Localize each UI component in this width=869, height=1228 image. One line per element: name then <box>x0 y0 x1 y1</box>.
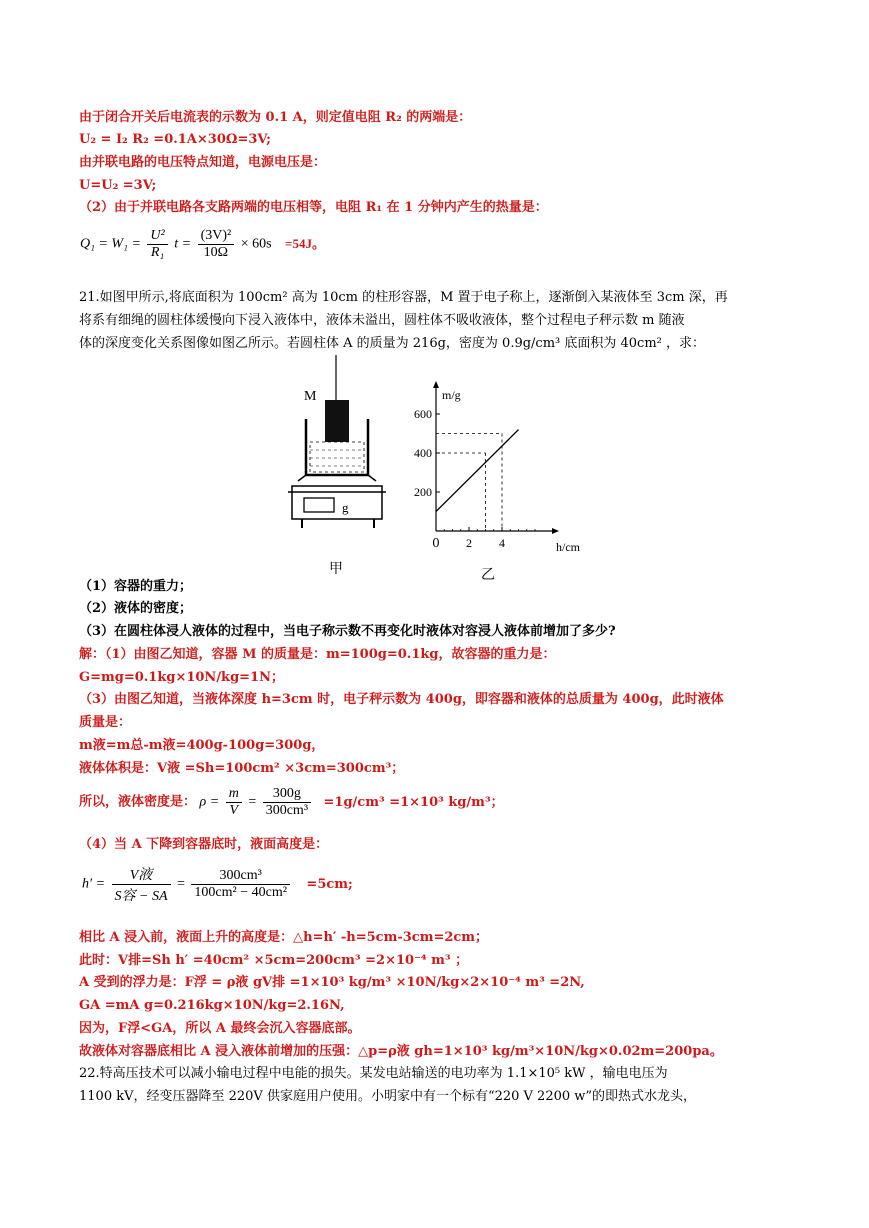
fraction-300g-over-300cm3: $\frac{300g}{\text{300cm³}}$ <box>263 786 311 819</box>
fraction-m-over-v: $\frac{m}{V}$ <box>226 786 242 819</box>
fraction-300cm3-over-area-diff: $\frac{\text{300cm³}}{\text{100cm² − 40cm²}}$ <box>191 868 290 901</box>
x-axis-arrow <box>552 528 559 534</box>
x-tick-label: 2 <box>466 536 472 550</box>
solution-line-u: U=U₂ =3V; <box>79 178 157 193</box>
container-diagram <box>288 355 386 577</box>
label-g: g <box>342 500 349 515</box>
fraction-v-over-s-diff: $\frac{\text{V液}}{\text{S容 − SA}}$ <box>112 864 171 905</box>
formula-height: h′ = $\frac{\text{V液}}{\text{S容 − SA}}$ = $\frac{\text{300cm³}}{\text{100cm² − 40cm²}}$ =5cm; <box>82 864 353 905</box>
formula-density: 所以，液体密度是： ρ = $\frac{m}{V}$ = $\frac{300g}{\text{300cm³}}$ =1g/cm³ =1×10³ kg/m³； <box>79 786 504 818</box>
formula-heat: Q₁ = W₁ = $\frac{\text{U²}}{\text{R₁}}$ t = $\frac{\text{(3V)²}}{10\Omega}$ × 60s =54J。 <box>80 228 325 260</box>
question-22-line2: 1100 kV，经变压器降至 220V 供家庭用户使用。小明家中有一个标有“220 V 2200 w”的即热式水龙头， <box>79 1089 697 1104</box>
mass-depth-graph <box>414 381 581 580</box>
answer-line-8: （4）当 A 下降到容器底时，液面高度是： <box>79 837 329 852</box>
question-21-line2: 将系有细绳的圆柱体缓慢向下浸入液体中，液体未溢出，圆柱体不吸收液体，整个过程电子秤示数 m 随液 <box>79 313 685 328</box>
answer-line-4: 质量是： <box>79 715 132 730</box>
sub-question-3: （3）在圆柱体浸人液体的过程中，当电子称示数不再变化时液体对容浸人液体前增加了多少? <box>79 624 616 639</box>
formula-heat-left: Q₁ = W₁ = <box>80 236 141 252</box>
fraction-3v-squared-over-10ohm: $\frac{\text{(3V)²}}{10\Omega}$ <box>198 228 235 261</box>
liquid <box>310 442 364 472</box>
origin-label: 0 <box>432 536 440 550</box>
answer-line-6: 液体体积是：V液 =Sh=100cm² ×3cm=300cm³； <box>79 761 405 776</box>
fraction-u-squared-over-r: $\frac{\text{U²}}{\text{R₁}}$ <box>147 228 167 261</box>
formula-density-result: =1g/cm³ =1×10³ kg/m³； <box>323 794 504 810</box>
figure-container <box>270 355 610 584</box>
formula-heat-result: =54J。 <box>285 235 325 251</box>
caption-jia: 甲 <box>329 561 343 577</box>
formula-height-result: =5cm; <box>306 876 353 892</box>
series-line <box>436 430 519 512</box>
cylinder-a <box>325 400 349 442</box>
y-axis-arrow <box>433 381 439 388</box>
y-axis-label: m/g <box>442 388 461 402</box>
figure-svg <box>270 355 610 580</box>
question-21-line3: 体的深度变化关系图像如图乙所示。若圆柱体 A 的质量为 216g，密度为 0.9g/cm³ 底面积为 40cm² ，求： <box>79 336 706 351</box>
question-21-line1: 21.如图甲所示,将底面积为 100cm² 高为 10cm 的柱形容器，M 置于电子称上，逐渐倒入某液体至 3cm 深，再 <box>79 290 728 305</box>
answer-line-1: 解：（1）由图乙知道，容器 M 的质量是：m=100g=0.1kg，故容器的重力是： <box>79 647 556 662</box>
answer-line-3: （3）由图乙知道，当液体深度 h=3cm 时，电子秤示数为 400g，即容器和液体的总质量为 400g，此时液体 <box>79 692 724 707</box>
answer-line-11: A 受到的浮力是：F浮 = ρ液 gV排 =1×10³ kg/m³ ×10N/kg×2×10⁻⁴ m³ =2N, <box>79 975 585 990</box>
answer-line-14: 故液体对容器底相比 A 浸入液体前增加的压强：△p=ρ液 gh=1×10³ kg/m³×10N/kg×0.02m=200pa。 <box>79 1044 723 1059</box>
solution-line-heat: （2）由于并联电路各支路两端的电压相等，电阻 R₁ 在 1 分钟内产生的热量是： <box>79 200 548 215</box>
scale-display <box>304 498 334 512</box>
x-tick-label: 4 <box>499 536 505 550</box>
label-m: M <box>304 389 317 404</box>
answer-line-10: 此时：V排=Sh h′ =40cm² ×5cm=200cm³ =2×10⁻⁴ m³ ； <box>79 953 469 968</box>
sub-question-1: （1）容器的重力； <box>79 579 193 594</box>
caption-yi: 乙 <box>481 567 495 580</box>
electronic-scale <box>292 486 382 519</box>
solution-line-r2-current: 由于闭合开关后电流表的示数为 0.1 A，则定值电阻 R₂ 的两端是： <box>79 110 472 125</box>
answer-line-9: 相比 A 浸入前，液面上升的高度是：△h=h′ -h=5cm-3cm=2cm； <box>79 930 489 945</box>
y-tick-label: 400 <box>414 446 432 460</box>
solution-line-u2: U₂ = I₂ R₂ =0.1A×30Ω=3V; <box>79 132 271 147</box>
answer-line-5: m液=m总-m液=400g-100g=300g， <box>79 738 325 753</box>
sub-question-2: （2）液体的密度； <box>79 601 193 616</box>
x-axis-label: h/cm <box>556 540 580 554</box>
answer-line-13: 因为，F浮<GA，所以 A 最终会沉入容器底部。 <box>79 1021 361 1036</box>
y-tick-label: 600 <box>414 407 432 421</box>
answer-line-12: GA =mA g=0.216kg×10N/kg=2.16N, <box>79 998 345 1013</box>
y-tick-label: 200 <box>414 485 432 499</box>
question-22-line1: 22.特高压技术可以减小输电过程中电能的损失。某发电站输送的电功率为 1.1×10⁵ kW ，输电电压为 <box>79 1066 668 1081</box>
solution-line-parallel: 由并联电路的电压特点知道，电源电压是： <box>79 155 327 170</box>
answer-line-2: G=mg=0.1kg×10N/kg=1N； <box>79 670 284 685</box>
